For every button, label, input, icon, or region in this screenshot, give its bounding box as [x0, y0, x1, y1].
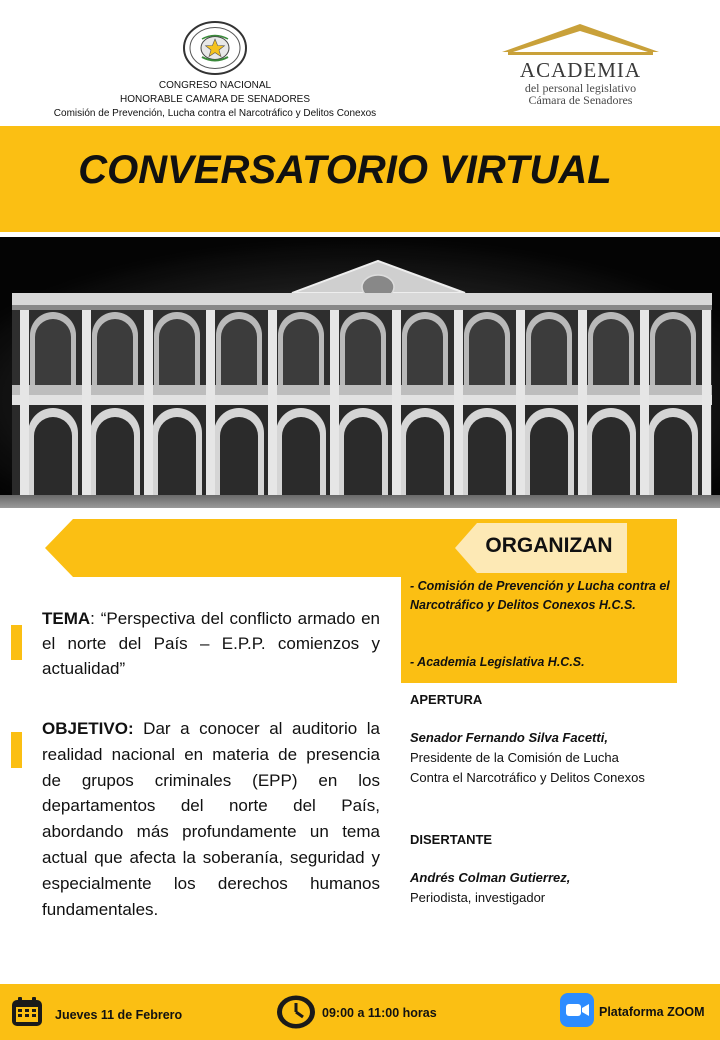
- lower-arch-opening: [406, 417, 444, 495]
- upper-arch-opening: [159, 319, 195, 385]
- upper-arch-opening: [469, 319, 505, 385]
- page-title: CONVERSATORIO VIRTUAL: [78, 148, 612, 192]
- lower-arch-opening: [96, 417, 134, 495]
- header-congreso: CONGRESO NACIONAL: [158, 80, 272, 91]
- column: [702, 310, 711, 495]
- organizan-label: ORGANIZAN: [485, 534, 613, 557]
- objetivo-label: OBJETIVO:: [42, 719, 134, 738]
- upper-arch-opening: [531, 319, 567, 385]
- column: [454, 310, 463, 495]
- footer-platform: Plataforma ZOOM: [599, 1005, 705, 1019]
- column: [268, 310, 277, 495]
- column: [206, 310, 215, 495]
- upper-arch-opening: [221, 319, 257, 385]
- column: [82, 310, 91, 495]
- footer-time: 09:00 a 11:00 horas: [322, 1006, 437, 1020]
- objetivo-text: Dar a conocer al auditorio la realidad nacional en materia de presencia de grupos criminales (EPP) en los departamentos del norte del País, abordando más profundamente un tema actual que afecta la soberanía, seguridad y especialmente los derechos humanos fundamentales.: [42, 719, 380, 919]
- organizer-academia: - Academia Legislativa H.C.S.: [410, 655, 585, 669]
- column: [144, 310, 153, 495]
- lower-arch-opening: [592, 417, 630, 495]
- column: [330, 310, 339, 495]
- column: [640, 310, 649, 495]
- column: [578, 310, 587, 495]
- upper-arch-opening: [345, 319, 381, 385]
- column: [20, 310, 29, 495]
- upper-arch-opening: [35, 319, 71, 385]
- disertante-name: Andrés Colman Gutierrez,: [410, 870, 571, 885]
- objetivo-paragraph: [42, 716, 380, 922]
- paraguay-seal-icon: [182, 20, 248, 76]
- palace-photo: [0, 237, 720, 508]
- disertante-heading: DISERTANTE: [410, 832, 493, 847]
- tema-paragraph: [42, 606, 380, 681]
- header-comision: Comisión de Prevención, Lucha contra el Narcotráfico y Delitos Conexos: [53, 108, 377, 119]
- apertura-heading: APERTURA: [410, 692, 483, 707]
- upper-arch-opening: [283, 319, 319, 385]
- academia-sub1: del personal legislativo: [524, 81, 637, 95]
- disertante-description: Periodista, investigador: [410, 890, 546, 905]
- objetivo-bullet: [11, 732, 22, 768]
- lower-arch-opening: [654, 417, 692, 495]
- tema-bullet: [11, 625, 22, 660]
- tema-text: : “Perspectiva del conflicto armado en el norte del País – E.P.P. comienzos y actualidad”: [42, 609, 380, 678]
- academia-title: ACADEMIA: [519, 58, 642, 82]
- header-camara: HONORABLE CAMARA DE SENADORES: [119, 94, 311, 105]
- lower-arch-opening: [34, 417, 72, 495]
- lower-arch-opening: [220, 417, 258, 495]
- lower-arch-opening: [282, 417, 320, 495]
- upper-arch-opening: [593, 319, 629, 385]
- lower-arch-opening: [468, 417, 506, 495]
- organizer-comision: - Comisión de Prevención y Lucha contra el Narcotráfico y Delitos Conexos H.C.S.: [410, 579, 670, 612]
- calendar-icon: [10, 996, 44, 1028]
- lower-arch-opening: [344, 417, 382, 495]
- clock-icon: [275, 994, 317, 1030]
- zoom-camera-icon: [560, 993, 594, 1027]
- tema-label: TEMA: [42, 609, 91, 628]
- apertura-description: Presidente de la Comisión de Lucha Contra el Narcotráfico y Delitos Conexos: [410, 750, 645, 785]
- upper-arch-opening: [97, 319, 133, 385]
- lower-arch-opening: [530, 417, 568, 495]
- upper-arch-opening: [407, 319, 443, 385]
- column: [392, 310, 401, 495]
- lower-arch-opening: [158, 417, 196, 495]
- column: [516, 310, 525, 495]
- footer-date: Jueves 11 de Febrero: [55, 1008, 183, 1022]
- academia-sub2: Cámara de Senadores: [528, 93, 633, 107]
- upper-arch-opening: [655, 319, 691, 385]
- apertura-name: Senador Fernando Silva Facetti,: [410, 730, 608, 745]
